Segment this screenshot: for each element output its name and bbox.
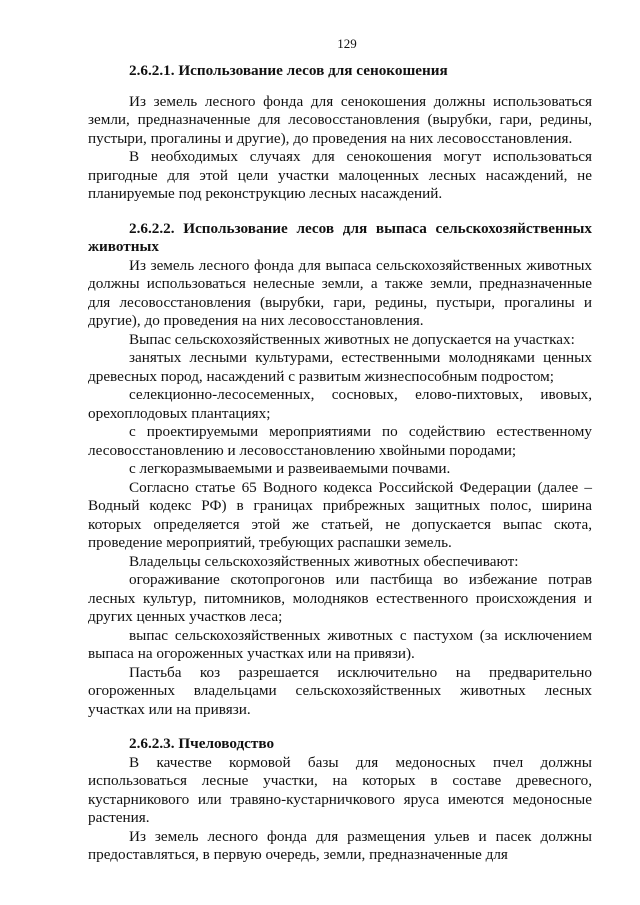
- paragraph: Пастьба коз разрешается исключительно на предварительно огороженных владельцами сельскохозяйственных животных лесных участках или на привязи.: [88, 663, 592, 718]
- paragraph: Из земель лесного фонда для размещения ульев и пасек должны предоставляться, в первую очередь, земли, предназначенные для: [88, 827, 592, 863]
- list-item: селекционно-лесосеменных, сосновых, елово-пихтовых, ивовых, орехоплодовых плантациях;: [88, 386, 592, 422]
- paragraph: Согласно статье 65 Водного кодекса Российской Федерации (далее – Водный кодекс РФ) в границах прибрежных защитных полос, ширина которых определяется этой же статьей, не допускается выпас скота, проведение мероприятий, требующих распашки земель.: [88, 478, 592, 551]
- section-heading-beekeeping: 2.6.2.3. Пчеловодство: [129, 735, 275, 752]
- spacer: [88, 81, 592, 93]
- paragraph: В качестве кормовой базы для медоносных пчел должны использоваться лесные участки, на которых в составе древесного, кустарникового или травяно-кустарничкового яруса имеются медоносные растения.: [88, 753, 592, 826]
- spacer: [88, 204, 592, 220]
- section-heading-hay-mowing: 2.6.2.1. Использование лесов для сенокошения: [129, 62, 448, 79]
- list-item: выпас сельскохозяйственных животных с пастухом (за исключением выпаса на огороженных участках или на привязи).: [88, 626, 592, 662]
- list-item: огораживание скотопрогонов или пастбища во избежание потрав лесных культур, питомников, молодняков естественного происхождения и других ценных участков леса;: [88, 571, 592, 625]
- section-heading-grazing: 2.6.2.2. Использование лесов для выпаса сельскохозяйственных животных: [88, 219, 592, 255]
- list-item: с легкоразмываемыми и развеиваемыми почвами.: [129, 460, 451, 477]
- paragraph: Из земель лесного фонда для выпаса сельскохозяйственных животных должны использоваться нелесные земли, а также земли, предназначенные для лесовосстановления (вырубки, гари, редины, пустыри, прогалины и другие), до проведения на них лесовосстановления.: [88, 256, 592, 329]
- paragraph: Владельцы сельскохозяйственных животных обеспечивают:: [129, 552, 519, 570]
- paragraph: В необходимых случаях для сенокошения могут использоваться пригодные для этой цели участки малоценных лесных насаждений, не планируемые под реконструкцию лесных насаждений.: [88, 148, 592, 202]
- paragraph: Выпас сельскохозяйственных животных не допускается на участках:: [129, 330, 575, 348]
- list-item: занятых лесными культурами, естественными молодняками ценных древесных пород, насаждений с развитым жизнеспособным подростом;: [88, 349, 592, 385]
- paragraph: Из земель лесного фонда для сенокошения должны использоваться земли, предназначенные для лесовосстановления (вырубки, гари, редины, пустыри, прогалины и другие), до проведения на них лесовосстановления.: [88, 92, 592, 147]
- spacer: [88, 719, 592, 735]
- page-number: 129: [337, 36, 357, 51]
- list-item: с проектируемыми мероприятиями по содействию естественному лесовосстановлению и лесовосстановлению хвойными породами;: [88, 423, 592, 459]
